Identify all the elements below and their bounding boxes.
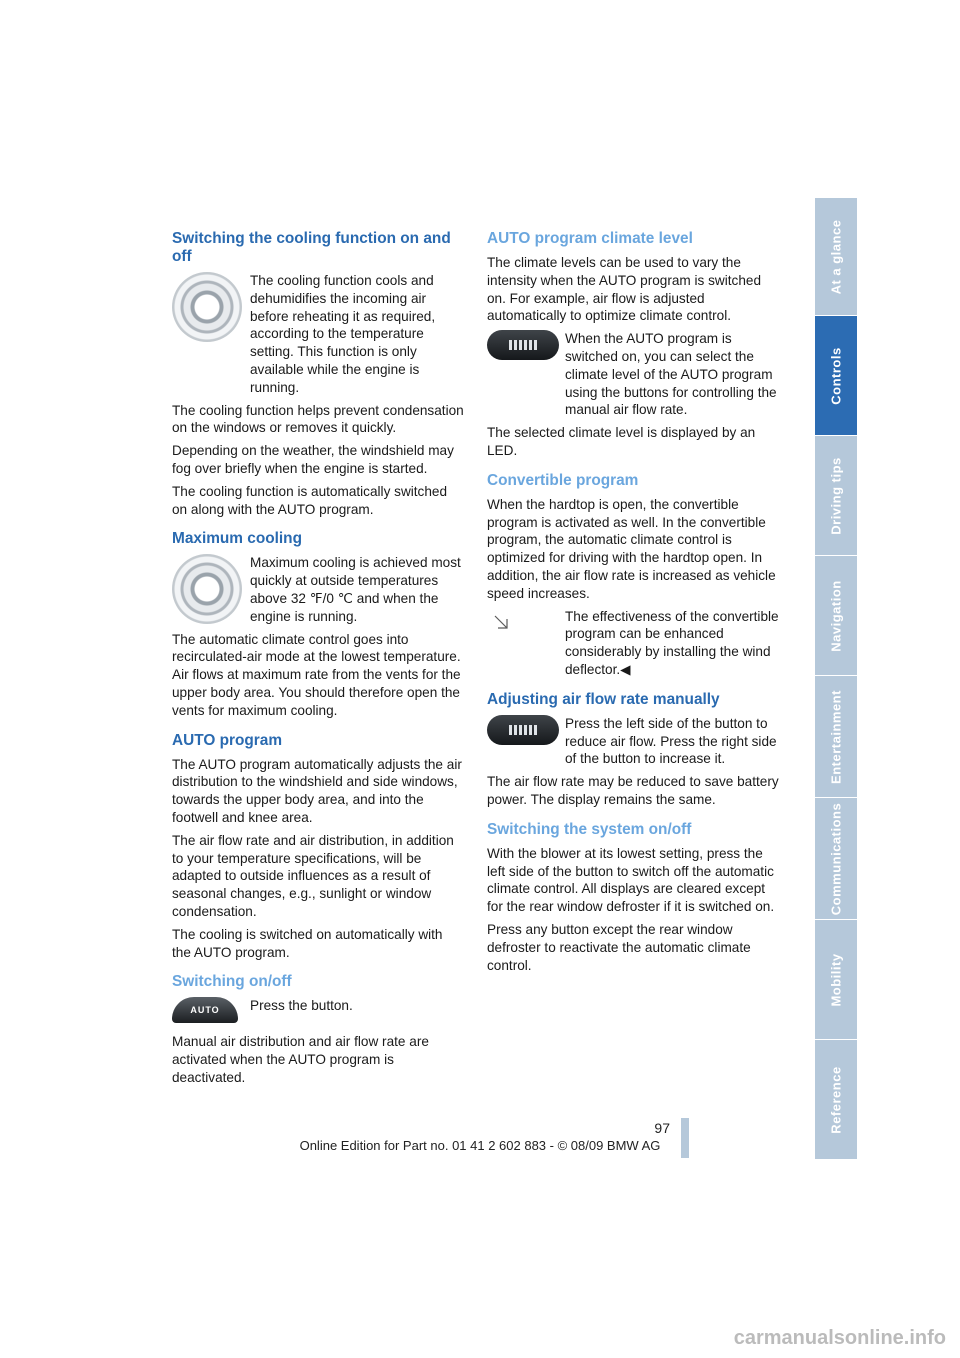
convertible-note-block [487,608,779,679]
manual-flow-heading: Adjusting air flow rate manually [487,690,720,708]
system-onoff-text-2: Press any button except the rear window defroster to reactivate the automatic climate control. [487,921,751,973]
manual-flow-figure-block [487,715,779,768]
right-column [487,230,779,979]
cooling-heading: Switching the cooling function on and off [172,230,451,265]
auto-program-text-2: The air flow rate and air distribution, in addition to your temperature specifications, will be adapted to outside influences as a result of seasonal changes, e.g., sunlight or window condensation. [172,832,454,919]
blower-button-image-2 [487,715,559,745]
system-onoff-text-1: With the blower at its lowest setting, press the left side of the button to switch off the automatic climate control. All displays are cleared except for the rear window defroster if it is switched on. [487,845,775,915]
page-number: 97 [654,1120,670,1136]
auto-program-text-3: The cooling is switched on automatically with the AUTO program. [172,926,443,960]
tab-reference[interactable]: Reference [815,1040,857,1160]
watermark: carmanualsonline.info [733,1327,946,1349]
switching-heading: Switching on/off [172,973,292,991]
max-cooling-heading: Maximum cooling [172,530,302,548]
cooling-text-2: The cooling function helps prevent condensation on the windows or removes it quickly. [172,402,464,436]
auto-button-label: AUTO [190,1005,220,1016]
cooling-figure-block [172,272,464,397]
cooling-text-1: The cooling function cools and dehumidifies the incoming air before reheating it as required, according to the temperature setting. This function is only available while the engine is running. [250,273,436,395]
auto-program-heading: AUTO program [172,731,283,749]
footer-text: Online Edition for Part no. 01 41 2 602 883 - © 08/09 BMW AG [299,1138,661,1153]
climate-level-figure-block [487,330,779,419]
max-cooling-text-2: The automatic climate control goes into recirculated-air mode at the lowest temperature. Air flows at maximum rate from the vents for the upper body area. You should therefore open the vents for maximum cooling. [172,631,461,718]
climate-level-heading: AUTO program climate level [487,230,693,247]
blower-button-image [487,330,559,360]
climate-level-text-1: The climate levels can be used to vary the intensity when the AUTO program is switched on. For example, air flow is adjusted automatically to optimize climate control. [487,255,762,324]
note-arrow-icon [487,608,515,636]
climate-level-text-3: The selected climate level is displayed by an LED. [487,425,756,458]
convertible-text-1: When the hardtop is open, the convertible program is activated as well. In the convertible program, the automatic climate control is optimized for driving with the hardtop open. In addition, the air flow rate is increased as vehicle speed increases. [487,496,776,601]
convertible-text-2: The effectiveness of the convertible program can be enhanced considerably by installing the wind deflector.◀ [565,608,779,677]
tab-mobility[interactable]: Mobility [815,920,857,1040]
tab-entertainment[interactable]: Entertainment [815,676,857,798]
switching-figure-block [172,997,464,1033]
cooling-text-4: The cooling function is automatically switched on along with the AUTO program. [172,483,448,517]
manual-flow-text-2: The air flow rate may be reduced to save battery power. The display remains the same. [487,774,779,807]
max-cooling-figure-block [172,554,464,625]
switching-text-2: Manual air distribution and air flow rate are activated when the AUTO program is deactivated. [172,1034,429,1085]
max-cooling-text-1: Maximum cooling is achieved most quickly at outside temperatures above 32 ℉/0 ℃ and when the engine is running. [250,555,461,624]
tab-navigation[interactable]: Navigation [815,556,857,676]
climate-level-text-2: When the AUTO program is switched on, you can select the climate level of the AUTO program using the buttons for controlling the manual air flow rate. [565,331,777,418]
cooling-text-3: Depending on the weather, the windshield may fog over briefly when the engine is started. [172,443,454,476]
convertible-heading: Convertible program [487,471,639,489]
switching-text-1: Press the button. [250,998,353,1014]
manual-flow-text-1: Press the left side of the button to reduce air flow. Press the right side of the button to increase it. [565,715,777,767]
tab-at-a-glance[interactable]: At a glance [815,198,857,316]
auto-button-image [172,997,238,1023]
left-column [172,230,464,1092]
tab-controls[interactable]: Controls [815,316,857,436]
tab-communications[interactable]: Communications [815,798,857,920]
auto-program-text-1: The AUTO program automatically adjusts the air distribution to the windshield and side windows, towards the upper body area, and into the footwell and knee area. [172,756,462,825]
chapter-tabs [815,198,857,1160]
system-onoff-heading: Switching the system on/off [487,820,692,838]
max-cooling-knob-image [172,554,242,624]
tab-driving-tips[interactable]: Driving tips [815,436,857,556]
cooling-knob-image [172,272,242,342]
